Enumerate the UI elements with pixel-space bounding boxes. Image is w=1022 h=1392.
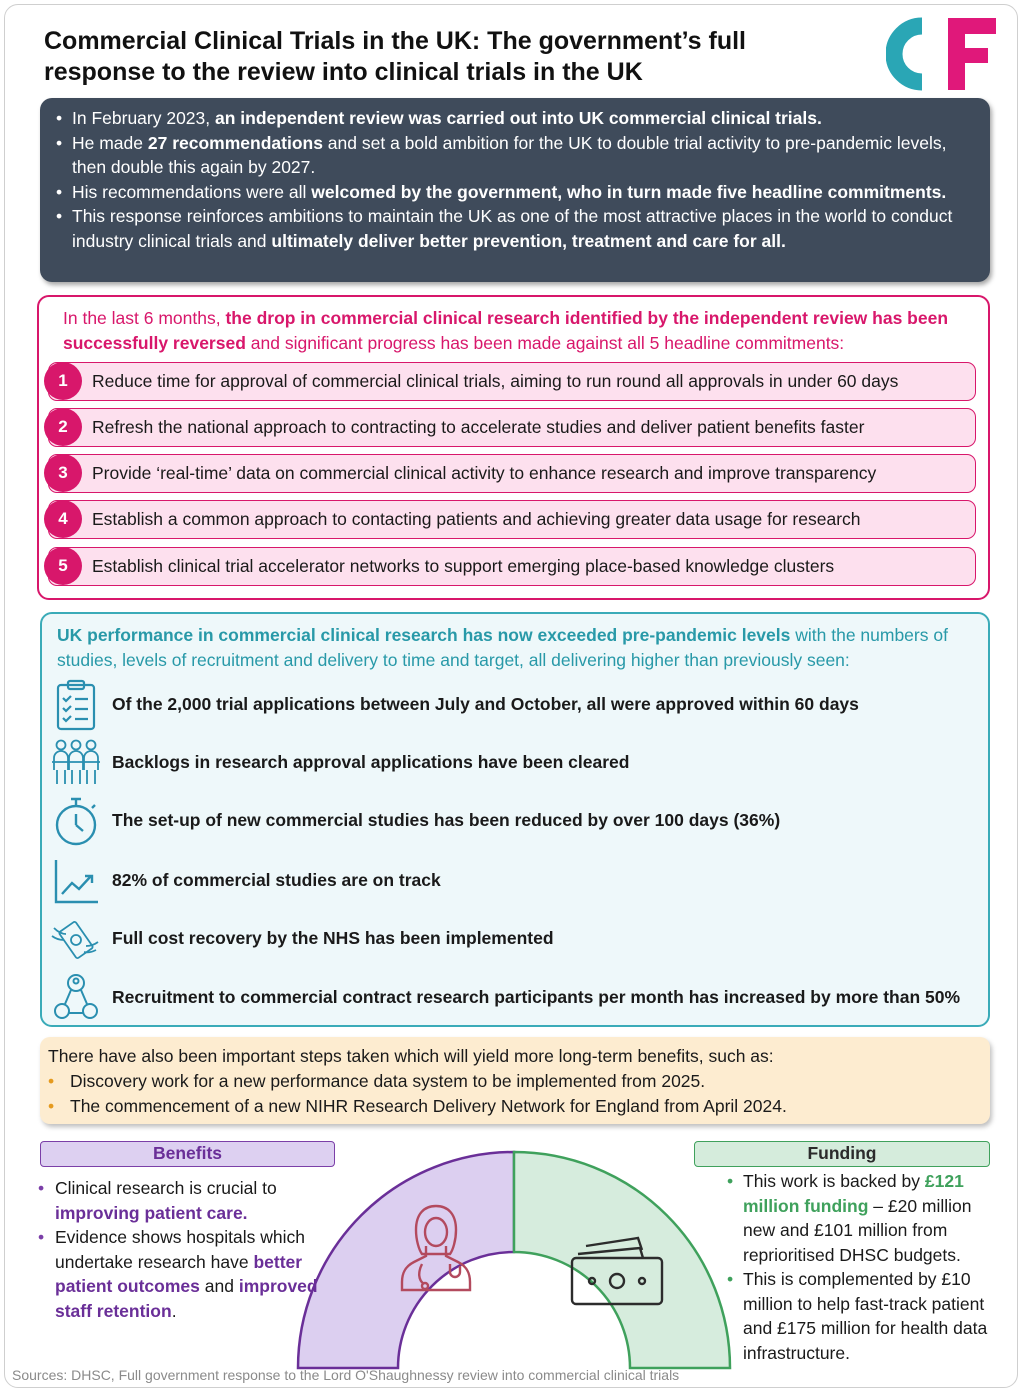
- trend-chart-icon: [50, 854, 102, 908]
- clipboard-checklist-icon: [50, 678, 102, 732]
- commitment-number: 2: [44, 408, 82, 446]
- funding-item: • This is complemented by £10 million to help fast-track patient and £175 million for health data infrastructure.: [727, 1267, 997, 1365]
- intro-panel: [40, 98, 990, 282]
- stopwatch-icon: [50, 794, 102, 848]
- performance-text: Backlogs in research approval applications have been cleared: [112, 752, 630, 772]
- funding-heading: Funding: [694, 1141, 990, 1167]
- benefits-heading: Benefits: [40, 1141, 335, 1167]
- commitment-number: 4: [44, 500, 82, 538]
- performance-text: The set-up of new commercial studies has been reduced by over 100 days (36%): [112, 810, 781, 830]
- cf-logo: [886, 16, 998, 92]
- funding-item: • This work is backed by £121 million funding – £20 million new and £101 million from reprioritised DHSC budgets.: [727, 1169, 997, 1267]
- commitment-text: Establish clinical trial accelerator networks to support emerging place-based knowledge clusters: [48, 547, 976, 586]
- performance-item: [42, 794, 988, 848]
- intro-bullet: • He made 27 recommendations and set a bold ambition for the UK to double trial activity to pre-pandemic levels, then double this again by 2027.: [56, 131, 970, 180]
- performance-intro: UK performance in commercial clinical research has now exceeded pre-pandemic levels with the numbers of studies, levels of recruitment and delivery to time and target, all delivering higher than previously seen:: [57, 625, 948, 670]
- commitments-intro: In the last 6 months, the drop in commercial clinical research identified by the independent review has been successfully reversed and significant progress has been made against all 5 headline commitments:: [63, 308, 949, 353]
- performance-item: [42, 736, 988, 790]
- commitment-text: Establish a common approach to contacting patients and achieving greater data usage for research: [48, 500, 976, 539]
- performance-text: Full cost recovery by the NHS has been implemented: [112, 928, 554, 948]
- performance-item: [42, 854, 988, 908]
- performance-panel: [40, 612, 990, 1027]
- long-term-steps-panel: [40, 1037, 990, 1124]
- page-title: Commercial Clinical Trials in the UK: The government’s full response to the review into clinical trials in the UK: [44, 27, 747, 86]
- sources-footnote: Sources: DHSC, Full government response to the Lord O'Shaughnessy review into commercial clinical trials: [12, 1367, 680, 1383]
- commitment-text: Provide ‘real-time’ data on commercial clinical activity to enhance research and improve transparency: [48, 454, 976, 493]
- people-group-icon: [50, 736, 102, 790]
- intro-bullet: • In February 2023, an independent review was carried out into UK commercial clinical trials.: [56, 106, 970, 131]
- flying-money-icon: [50, 912, 102, 966]
- commitment-text: Reduce time for approval of commercial clinical trials, aiming to run round all approvals in under 60 days: [48, 362, 976, 401]
- benefits-item: • Clinical research is crucial to improving patient care.: [38, 1176, 328, 1225]
- benefits-funding-semicircle: [284, 1138, 744, 1370]
- performance-item: [42, 678, 988, 732]
- steps-item: • Discovery work for a new performance data system to be implemented from 2025.: [48, 1069, 980, 1094]
- benefits-list: [38, 1176, 328, 1323]
- commitment-number: 1: [44, 362, 82, 400]
- intro-bullet: • This response reinforces ambitions to maintain the UK as one of the most attractive places in the world to conduct industry clinical trials and ultimately deliver better prevention, treatment and care for all.: [56, 204, 970, 253]
- steps-intro: There have also been important steps taken which will yield more long-term benefits, such as:: [48, 1046, 774, 1066]
- performance-text: Of the 2,000 trial applications between July and October, all were approved within 60 days: [112, 694, 859, 714]
- benefits-item: • Evidence shows hospitals which undertake research have better patient outcomes and improved staff retention.: [38, 1225, 328, 1323]
- network-people-icon: [50, 971, 102, 1025]
- commitment-text: Refresh the national approach to contracting to accelerate studies and deliver patient benefits faster: [48, 408, 976, 447]
- performance-text: 82% of commercial studies are on track: [112, 870, 441, 890]
- commitment-number: 5: [44, 547, 82, 585]
- commitment-number: 3: [44, 454, 82, 492]
- performance-item: [42, 971, 988, 1025]
- performance-text: Recruitment to commercial contract research participants per month has increased by more than 50%: [112, 987, 961, 1007]
- steps-item: • The commencement of a new NIHR Research Delivery Network for England from April 2024.: [48, 1094, 980, 1119]
- performance-item: [42, 912, 988, 966]
- intro-bullet: • His recommendations were all welcomed by the government, who in turn made five headline commitments.: [56, 180, 970, 205]
- funding-list: [727, 1169, 997, 1365]
